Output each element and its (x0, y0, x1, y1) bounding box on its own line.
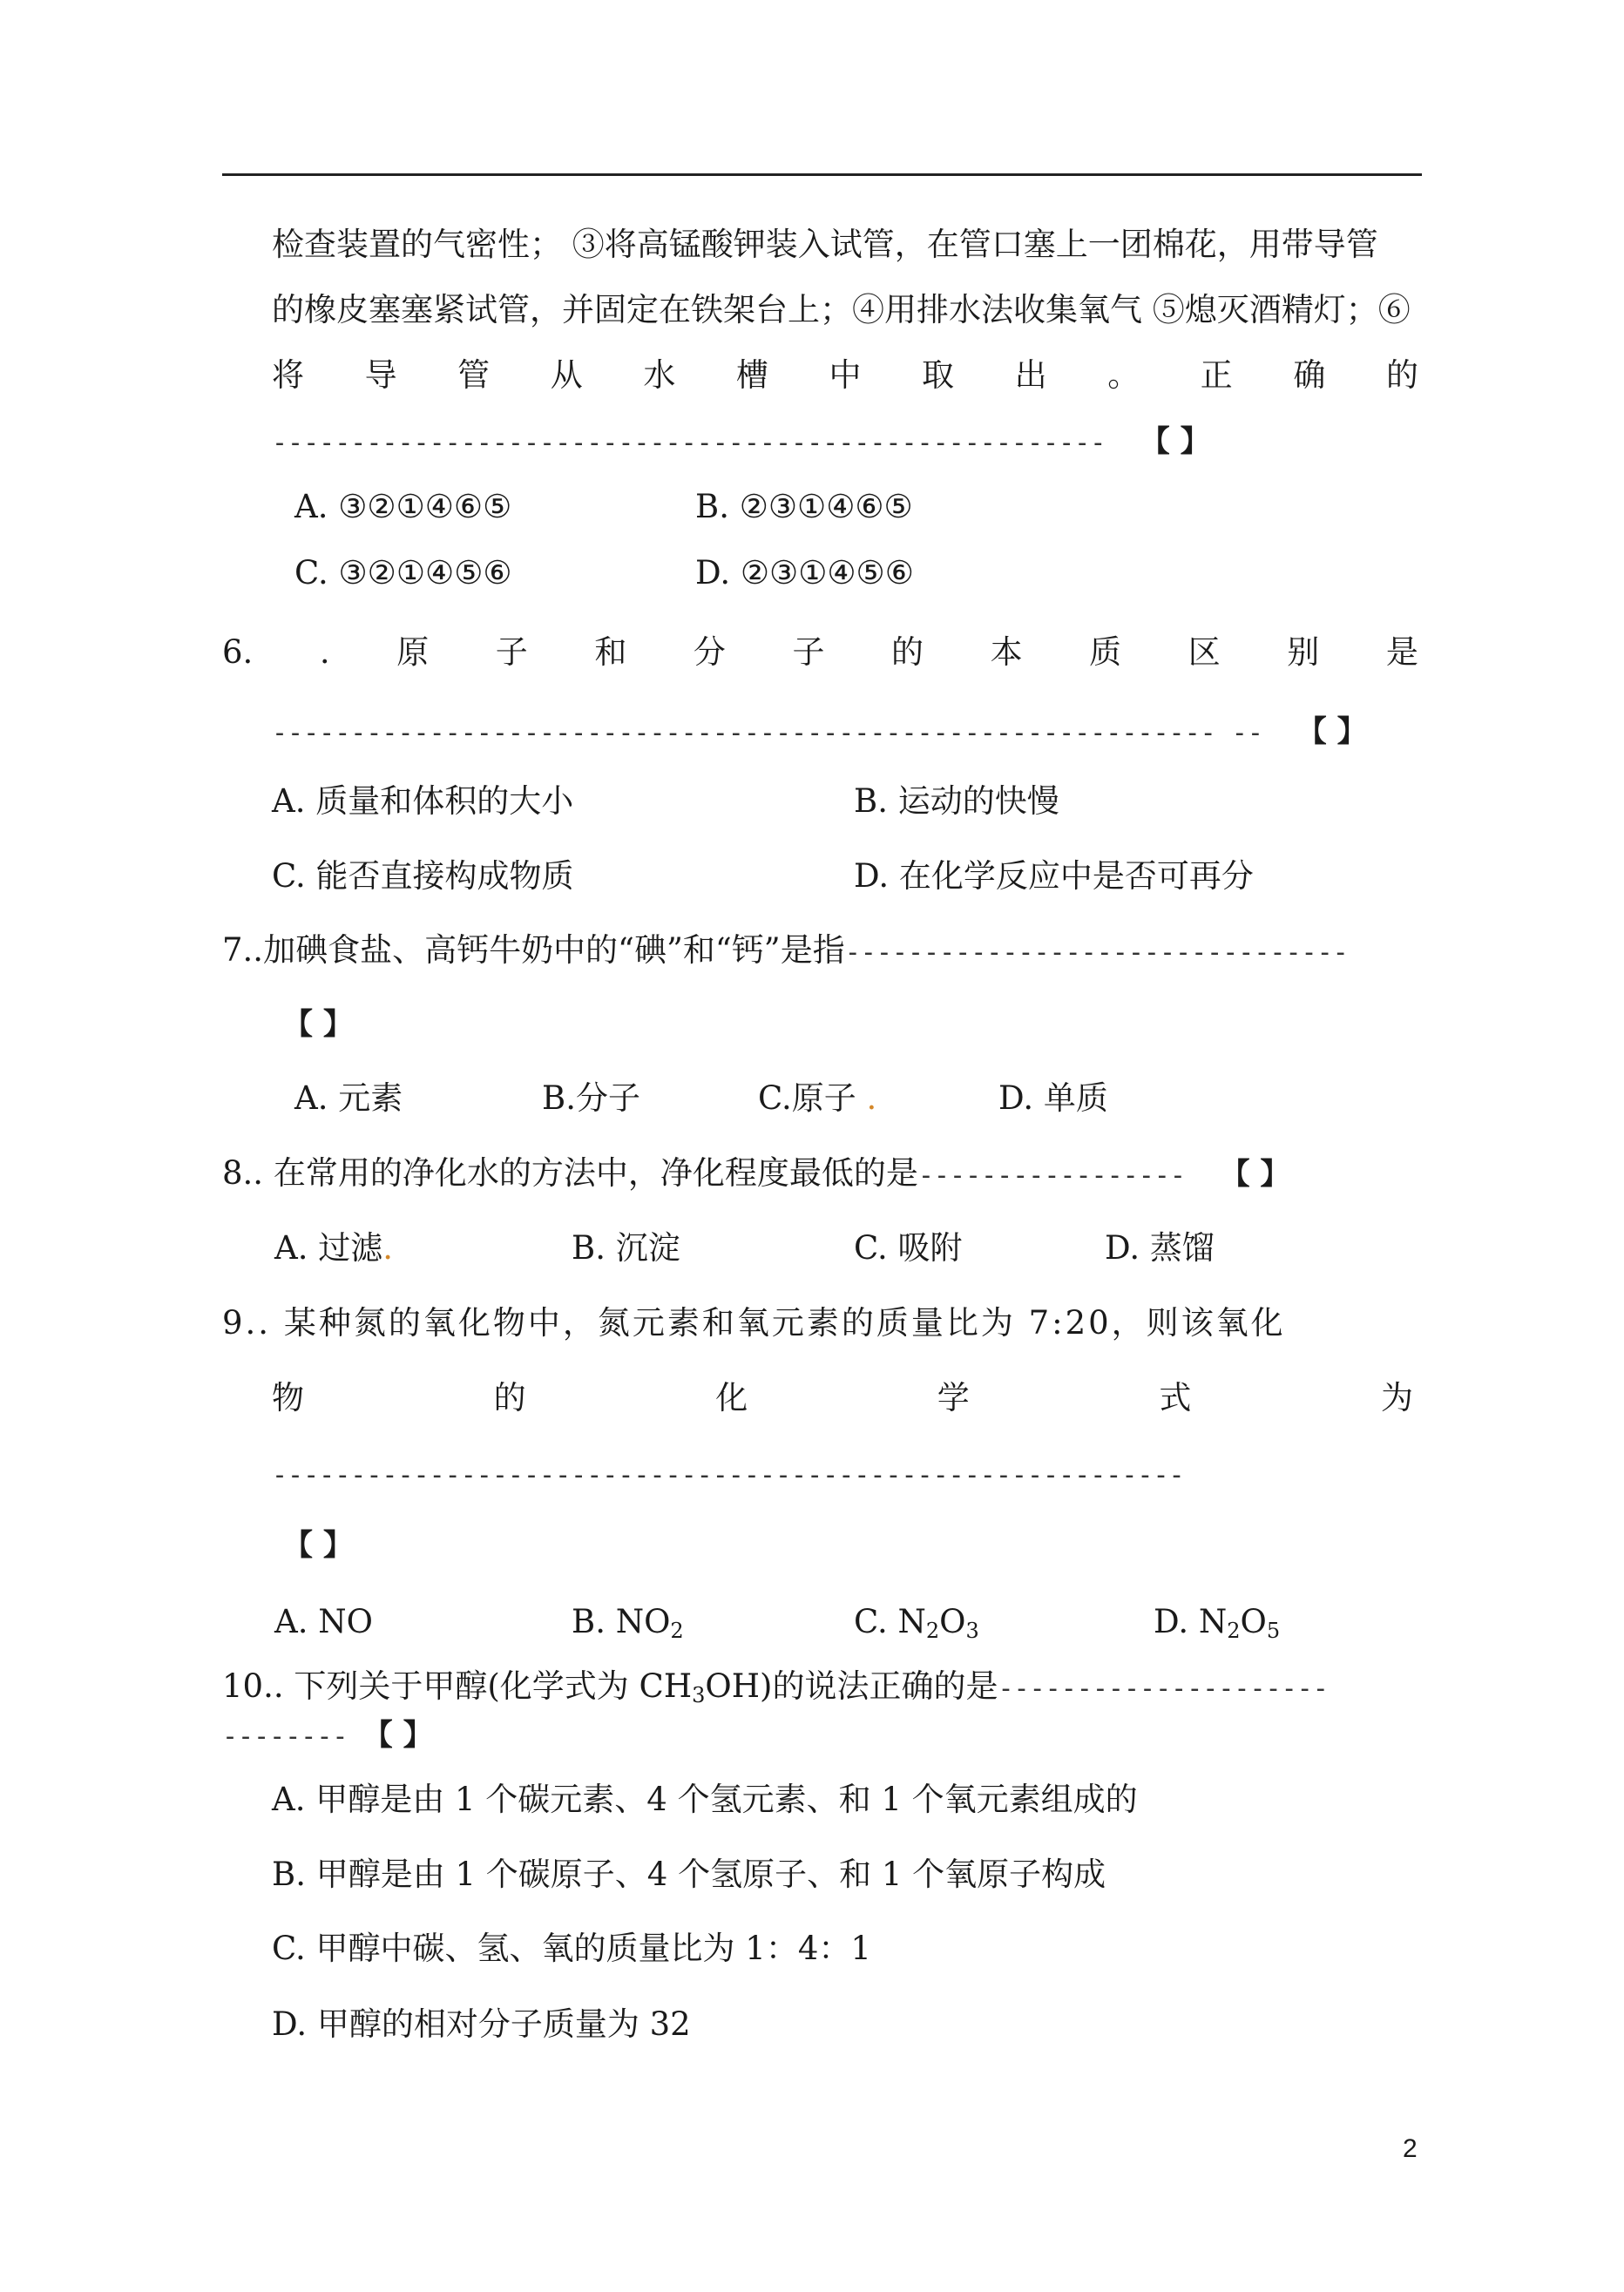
q9-answer-bracket: 【 】 (283, 1528, 353, 1563)
q10-option-d: D. 甲醇的相对分子质量为 32 (272, 2005, 691, 2043)
q7-stem-text: 7..加碘食盐、高钙牛奶中的“碘”和“钙”是指 (222, 931, 845, 969)
q5-option-a: A. ③②①④⑥⑤ (294, 488, 512, 525)
q6-stem-char: 子 (792, 633, 825, 671)
q9-option-d (1154, 1603, 1281, 1643)
q5-answer-bracket: 【 】 (1140, 424, 1210, 459)
q9-option-b (572, 1603, 684, 1643)
q7-option-c-text: C.原子 (758, 1079, 856, 1117)
q10-option-b: B. 甲醇是由 1 个碳原子、4 个氢原子、和 1 个氧原子构成 (272, 1856, 1106, 1893)
q7-dash-leader: -------------------------------- (844, 939, 1349, 966)
q5-line-3-char: 将 (272, 356, 304, 394)
q6-stem-char: . (319, 633, 330, 671)
q9-option-c-mid: O (939, 1603, 966, 1640)
q5-line-3-char: 水 (643, 356, 676, 394)
q6-stem-char: 子 (495, 633, 528, 671)
q5-line-3-char: 确 (1293, 356, 1326, 394)
q7-option-a: A. 元素 (294, 1079, 403, 1117)
q9-stem-line-2 (272, 1379, 1413, 1416)
q9-dash-leader: ---------------------------------------------------------- (272, 1462, 1185, 1489)
q10-answer-line (222, 1718, 433, 1753)
q9-option-a: A. NO (274, 1603, 373, 1640)
q6-stem-char: 6. (222, 633, 254, 671)
q5-line-3-char: 的 (1385, 356, 1418, 394)
q7-answer-bracket: 【 】 (283, 1007, 353, 1042)
q9-stem-line-2-char: 为 (1380, 1379, 1413, 1416)
q9-option-d-sub-1: 2 (1227, 1619, 1241, 1643)
q9-stem-line-2-char: 学 (937, 1379, 970, 1416)
q5-line-3-char: 。 (1107, 356, 1140, 394)
q6-stem-char: 是 (1385, 633, 1418, 671)
q9-stem-line-2-char: 的 (493, 1379, 526, 1416)
q5-line-3 (272, 356, 1418, 394)
q10-stem (222, 1667, 1346, 1707)
q8-stem-text: 8.. 在常用的净化水的方法中，净化程度最低的是 (222, 1154, 918, 1192)
q5-line-3-char: 导 (364, 356, 397, 394)
q9-stem-line-2-char: 化 (715, 1379, 748, 1416)
q8-option-d: D. 蒸馏 (1105, 1229, 1215, 1267)
q5-line-3-char: 中 (829, 356, 862, 394)
page-number: 2 (1403, 2134, 1418, 2163)
q5-option-c: C. ③②①④⑤⑥ (294, 554, 512, 592)
q10-stem-text: 10.. 下列关于甲醇(化学式为 CH (222, 1667, 693, 1705)
q9-option-d-sub-2: 5 (1266, 1619, 1281, 1643)
q9-answer-line (272, 1457, 1361, 1489)
q10-answer-bracket: 【 】 (362, 1718, 433, 1753)
q6-stem-char: 本 (990, 633, 1023, 671)
q5-line-3-char: 槽 (735, 356, 768, 394)
q8-answer-bracket: 【 】 (1220, 1157, 1290, 1192)
q6-option-d: D. 在化学反应中是否可再分 (854, 857, 1254, 895)
q5-answer-line (272, 424, 1210, 459)
q5-option-b: B. ②③①④⑥⑤ (695, 488, 913, 525)
q8-option-a (274, 1229, 394, 1267)
q5-line-3-char: 正 (1200, 356, 1233, 394)
q9-option-c (854, 1603, 979, 1643)
q6-stem (222, 633, 1418, 671)
q5-line-3-char: 管 (457, 356, 491, 394)
q7-option-c-mark: . (866, 1079, 877, 1117)
q9-stem-line-2-char: 式 (1159, 1379, 1192, 1416)
q8-stem (222, 1154, 1290, 1192)
q5-dash-leader: ----------------------------------------------------- (272, 429, 1106, 456)
q10-option-a: A. 甲醇是由 1 个碳元素、4 个氢元素、和 1 个氧元素组成的 (272, 1781, 1138, 1818)
q10-stem-text-post: OH)的说法正确的是 (705, 1667, 998, 1705)
q10-option-c: C. 甲醇中碳、氢、氧的质量比为 1：4：1 (272, 1930, 871, 1967)
q7-option-b: B.分子 (542, 1079, 640, 1117)
q6-option-c: C. 能否直接构成物质 (272, 857, 574, 895)
q6-stem-char: 质 (1089, 633, 1122, 671)
header-rule (222, 173, 1422, 176)
q8-option-b: B. 沉淀 (572, 1229, 680, 1267)
q5-line-3-char: 从 (550, 356, 583, 394)
q5-line-1: 检查装置的气密性； ③将高锰酸钾装入试管，在管口塞上一团棉花，用带导管 (272, 226, 1378, 263)
q7-option-d: D. 单质 (998, 1079, 1108, 1117)
q5-option-d: D. ②③①④⑤⑥ (695, 554, 914, 592)
q8-option-c: C. 吸附 (854, 1229, 963, 1267)
q5-line-3-char: 出 (1014, 356, 1047, 394)
q5-line-2: 的橡皮塞塞紧试管，并固定在铁架台上；④用排水法收集氧气 ⑤熄灭酒精灯；⑥ (272, 291, 1411, 328)
q6-answer-bracket: 【 】 (1296, 714, 1367, 749)
q9-option-c-text: C. N (854, 1603, 926, 1640)
q5-line-3-char: 取 (922, 356, 955, 394)
q10-stem-sub: 3 (692, 1683, 706, 1707)
q9-option-b-sub: 2 (670, 1619, 684, 1643)
q6-stem-char: 原 (396, 633, 430, 671)
q9-option-d-mid: O (1240, 1603, 1267, 1640)
q8-option-a-text: A. 过滤 (274, 1229, 383, 1267)
q9-option-b-text: B. NO (572, 1603, 671, 1640)
q7-stem (222, 931, 1375, 969)
q6-option-a: A. 质量和体积的大小 (272, 782, 574, 820)
q8-dash-leader: ----------------- (917, 1162, 1186, 1189)
q9-option-c-sub-1: 2 (925, 1619, 940, 1643)
q9-option-c-sub-2: 3 (965, 1619, 979, 1643)
q6-stem-char: 的 (891, 633, 924, 671)
q6-stem-char: 分 (693, 633, 726, 671)
q6-dash-leader: ------------------------------------------------------------ -- (272, 720, 1263, 747)
q6-answer-line (272, 714, 1367, 747)
q6-option-b: B. 运动的快慢 (854, 782, 1059, 820)
q8-option-a-mark: . (382, 1229, 394, 1267)
q6-stem-char: 和 (594, 633, 627, 671)
q7-option-c (758, 1079, 877, 1117)
q9-option-d-text: D. N (1154, 1603, 1228, 1640)
q6-stem-char: 别 (1287, 633, 1320, 671)
q9-stem-line-2-char: 物 (272, 1379, 304, 1416)
q9-stem: 9.. 某种氮的氧化物中，氮元素和氧元素的质量比为 7:20，则该氧化 (222, 1304, 1286, 1342)
q10-dash-leader-1: --------------------- (998, 1675, 1329, 1702)
q10-dash-leader-2: -------- (222, 1723, 348, 1750)
q6-stem-char: 区 (1188, 633, 1221, 671)
